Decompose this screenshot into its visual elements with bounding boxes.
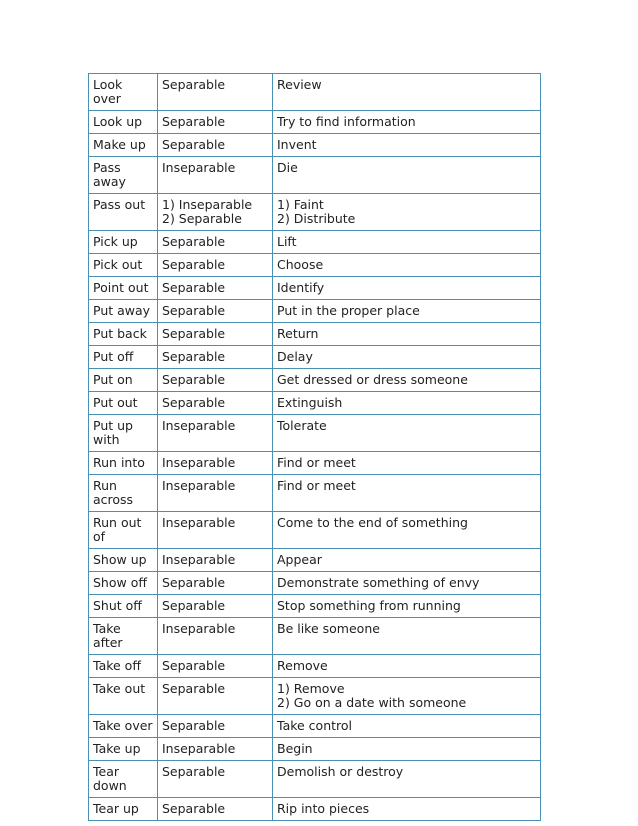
table-row [89, 231, 541, 254]
phrasal-verb-cell: Pass out [89, 194, 158, 231]
table-row [89, 715, 541, 738]
verb-type-cell: Inseparable [158, 475, 273, 512]
table-row [89, 549, 541, 572]
table-row [89, 111, 541, 134]
verb-type-cell: Separable [158, 678, 273, 715]
meaning-cell: Rip into pieces [273, 798, 541, 821]
verb-type-cell: Inseparable [158, 738, 273, 761]
verb-type-cell: Separable [158, 392, 273, 415]
table-row [89, 595, 541, 618]
phrasal-verb-cell: Make up [89, 134, 158, 157]
table-row [89, 74, 541, 111]
meaning-cell: Come to the end of something [273, 512, 541, 549]
meaning-cell: Get dressed or dress someone [273, 369, 541, 392]
verb-type-cell: Inseparable [158, 618, 273, 655]
meaning-cell: Tolerate [273, 415, 541, 452]
meaning-cell: Identify [273, 277, 541, 300]
verb-type-cell: Separable [158, 572, 273, 595]
phrasal-verb-cell: Put out [89, 392, 158, 415]
phrasal-verb-cell: Put away [89, 300, 158, 323]
phrasal-verb-cell: Run out of [89, 512, 158, 549]
verb-type-cell: Separable [158, 798, 273, 821]
meaning-cell: Stop something from running [273, 595, 541, 618]
table-row [89, 134, 541, 157]
meaning-cell: Begin [273, 738, 541, 761]
table-row [89, 512, 541, 549]
table-body [89, 74, 541, 821]
verb-type-cell: Inseparable [158, 415, 273, 452]
meaning-cell: Be like someone [273, 618, 541, 655]
meaning-cell: 1) Remove 2) Go on a date with someone [273, 678, 541, 715]
meaning-cell: Die [273, 157, 541, 194]
verb-type-cell: Separable [158, 74, 273, 111]
table-row [89, 300, 541, 323]
verb-type-cell: 1) Inseparable 2) Separable [158, 194, 273, 231]
verb-type-cell: Separable [158, 300, 273, 323]
table-row [89, 572, 541, 595]
verb-type-cell: Separable [158, 346, 273, 369]
table-row [89, 392, 541, 415]
table-row [89, 618, 541, 655]
meaning-cell: Try to find information [273, 111, 541, 134]
meaning-cell: Invent [273, 134, 541, 157]
phrasal-verb-cell: Tear down [89, 761, 158, 798]
phrasal-verb-cell: Show up [89, 549, 158, 572]
phrasal-verb-cell: Put up with [89, 415, 158, 452]
meaning-cell: Return [273, 323, 541, 346]
phrasal-verb-cell: Look up [89, 111, 158, 134]
meaning-cell: Put in the proper place [273, 300, 541, 323]
table-row [89, 323, 541, 346]
verb-type-cell: Separable [158, 111, 273, 134]
meaning-cell: Lift [273, 231, 541, 254]
table-row [89, 738, 541, 761]
phrasal-verb-cell: Pick out [89, 254, 158, 277]
verb-type-cell: Separable [158, 655, 273, 678]
phrasal-verb-cell: Put off [89, 346, 158, 369]
verb-type-cell: Separable [158, 231, 273, 254]
verb-type-cell: Inseparable [158, 452, 273, 475]
phrasal-verb-cell: Pick up [89, 231, 158, 254]
verb-type-cell: Separable [158, 715, 273, 738]
table-row [89, 475, 541, 512]
meaning-cell: Review [273, 74, 541, 111]
verb-type-cell: Separable [158, 254, 273, 277]
table-row [89, 157, 541, 194]
table-row [89, 369, 541, 392]
meaning-cell: Remove [273, 655, 541, 678]
verb-type-cell: Separable [158, 369, 273, 392]
phrasal-verb-cell: Take out [89, 678, 158, 715]
phrasal-verb-cell: Pass away [89, 157, 158, 194]
phrasal-verb-cell: Put on [89, 369, 158, 392]
meaning-cell: Take control [273, 715, 541, 738]
phrasal-verb-cell: Take over [89, 715, 158, 738]
table-row [89, 254, 541, 277]
meaning-cell: Appear [273, 549, 541, 572]
meaning-cell: Delay [273, 346, 541, 369]
verb-type-cell: Separable [158, 595, 273, 618]
table-row [89, 346, 541, 369]
verb-type-cell: Inseparable [158, 549, 273, 572]
verb-type-cell: Inseparable [158, 157, 273, 194]
verb-type-cell: Inseparable [158, 512, 273, 549]
verb-type-cell: Separable [158, 323, 273, 346]
verb-type-cell: Separable [158, 761, 273, 798]
table-row [89, 194, 541, 231]
phrasal-verb-cell: Put back [89, 323, 158, 346]
phrasal-verb-cell: Run across [89, 475, 158, 512]
table-row [89, 761, 541, 798]
meaning-cell: Find or meet [273, 452, 541, 475]
table-row [89, 655, 541, 678]
phrasal-verb-cell: Take after [89, 618, 158, 655]
meaning-cell: Demonstrate something of envy [273, 572, 541, 595]
table-row [89, 678, 541, 715]
meaning-cell: Choose [273, 254, 541, 277]
phrasal-verb-cell: Shut off [89, 595, 158, 618]
phrasal-verb-cell: Run into [89, 452, 158, 475]
verb-type-cell: Separable [158, 277, 273, 300]
phrasal-verb-cell: Show off [89, 572, 158, 595]
table-row [89, 452, 541, 475]
meaning-cell: Demolish or destroy [273, 761, 541, 798]
phrasal-verb-cell: Look over [89, 74, 158, 111]
phrasal-verb-cell: Take off [89, 655, 158, 678]
phrasal-verb-cell: Take up [89, 738, 158, 761]
phrasal-verbs-table [88, 73, 541, 821]
verb-type-cell: Separable [158, 134, 273, 157]
phrasal-verb-cell: Tear up [89, 798, 158, 821]
phrasal-verb-cell: Point out [89, 277, 158, 300]
meaning-cell: Extinguish [273, 392, 541, 415]
meaning-cell: Find or meet [273, 475, 541, 512]
table-row [89, 415, 541, 452]
table-row [89, 277, 541, 300]
meaning-cell: 1) Faint 2) Distribute [273, 194, 541, 231]
table-row [89, 798, 541, 821]
